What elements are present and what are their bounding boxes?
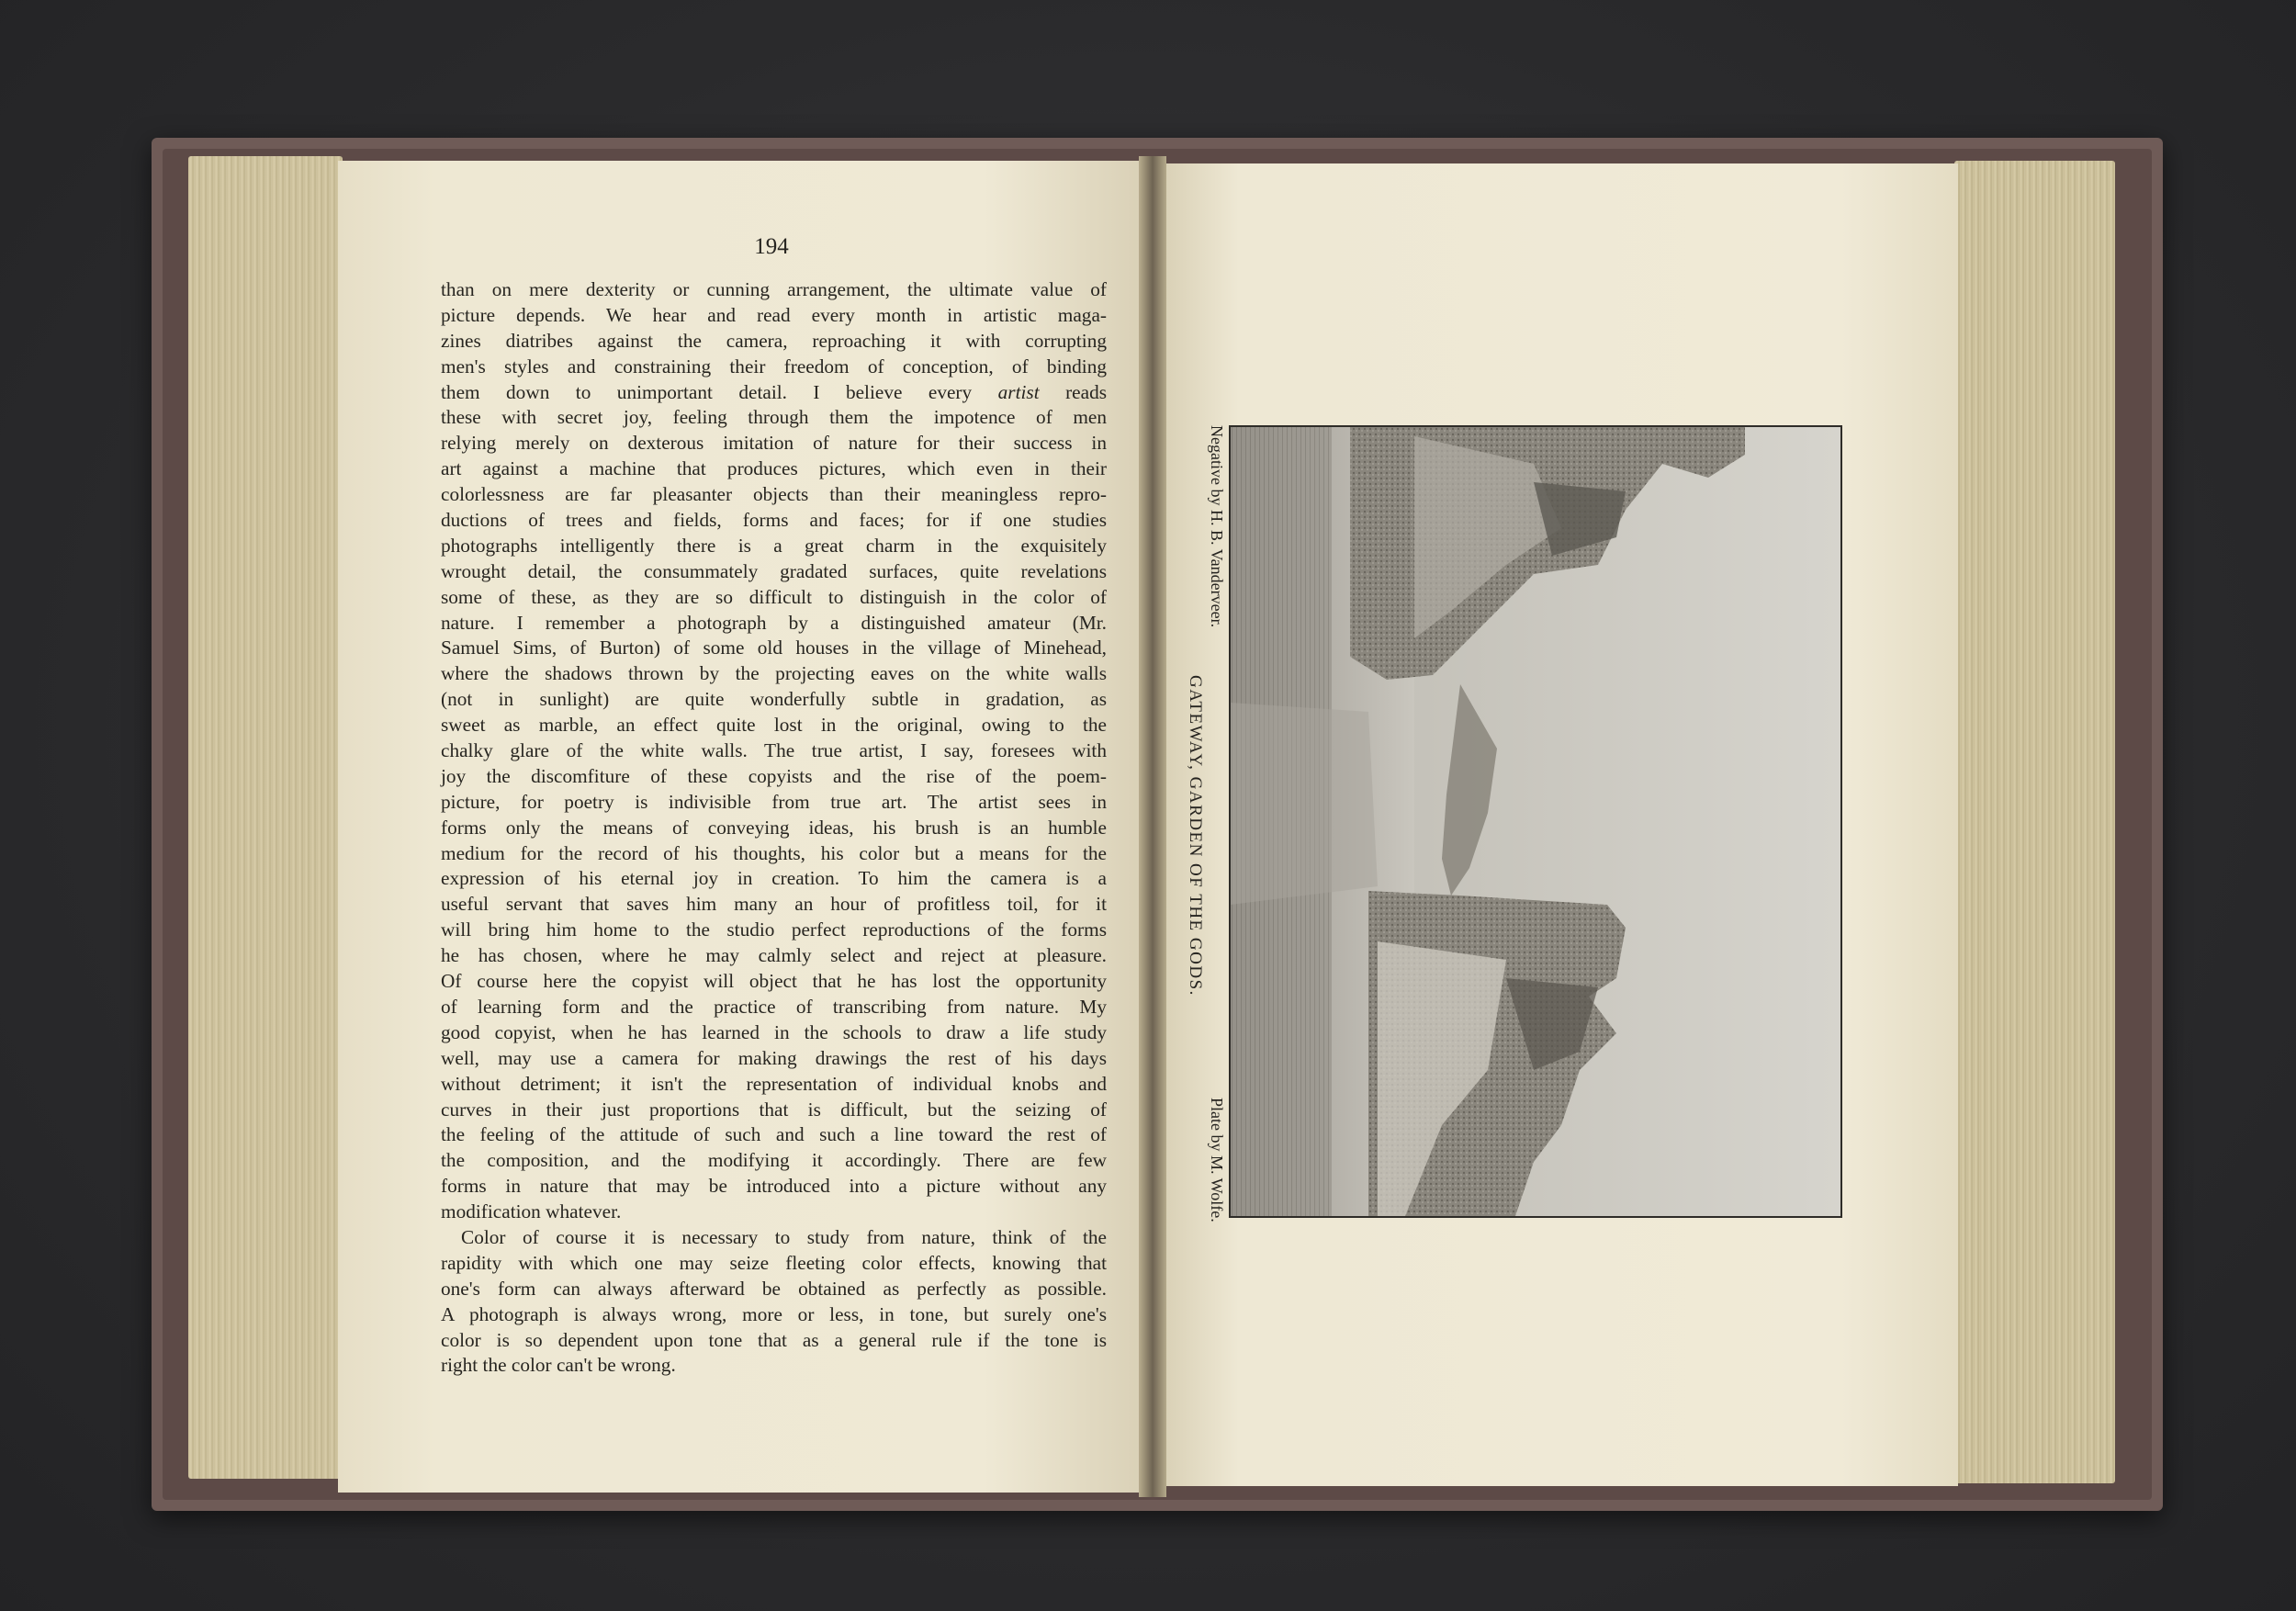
text-line: colorlessness are far pleasanter objects than their meaningless repro- [441, 483, 1107, 506]
text-line: good copyist, when he has learned in the schools to draw a life study [441, 1020, 1107, 1043]
text-line: than on mere dexterity or cunning arrangement, the ultimate value of [441, 278, 1107, 300]
text-line: Samuel Sims, of Burton) of some old houses in the village of Minehead, [441, 637, 1107, 659]
text-line: relying merely on dexterous imitation of nature for their success in [441, 432, 1107, 455]
body-text [441, 277, 1107, 1379]
text-line: well, may use a camera for making drawings the rest of his days [441, 1046, 1107, 1069]
photo-plate [1229, 425, 1842, 1218]
text-line: picture, for poetry is indivisible from true art. The artist sees in [441, 790, 1107, 813]
text-line: without detriment; it isn't the representation of individual knobs and [441, 1072, 1107, 1095]
plate-title: GATEWAY, GARDEN OF THE GODS. [1186, 675, 1205, 997]
text-line: men's styles and constraining their freedom of conception, of binding [441, 355, 1107, 377]
text-line: (not in sunlight) are quite wonderfully subtle in gradation, as [441, 688, 1107, 711]
text-line: wrought detail, the consummately gradated surfaces, quite revelations [441, 559, 1107, 582]
text-line: will bring him home to the studio perfect reproductions of the forms [441, 918, 1107, 941]
plate-credit: Plate by M. Wolfe. [1208, 1098, 1226, 1222]
text-line: the composition, and the modifying it accordingly. There are few [441, 1149, 1107, 1172]
text-line: picture depends. We hear and read every month in artistic maga- [441, 303, 1107, 326]
text-line: ductions of trees and fields, forms and faces; for if one studies [441, 509, 1107, 532]
text-line: A photograph is always wrong, more or less, in tone, but surely one's [441, 1302, 1107, 1325]
text-line: of learning form and the practice of transcribing from nature. My [441, 995, 1107, 1018]
text-line: forms only the means of conveying ideas, his brush is an humble [441, 816, 1107, 839]
text-line: Color of course it is necessary to study from nature, think of the [461, 1225, 1107, 1248]
book-gutter [1139, 156, 1166, 1497]
text-fragment: reads [1065, 380, 1108, 403]
text-line: joy the discomfiture of these copyists and the rise of the poem- [441, 764, 1107, 787]
text-line: the feeling of the attitude of such and such a line toward the rest of [441, 1123, 1107, 1146]
text-line: useful servant that saves him many an hour of profitless toil, for it [441, 893, 1107, 916]
text-line: zines diatribes against the camera, reproaching it with corrupting [441, 329, 1107, 352]
negative-credit: Negative by H. B. Vanderveer. [1208, 425, 1226, 628]
text-line: rapidity with which one may seize fleeting color effects, knowing that [441, 1251, 1107, 1274]
text-line: curves in their just proportions that is difficult, but the seizing of [441, 1098, 1107, 1121]
text-line: photographs intelligently there is a great charm in the exquisitely [441, 534, 1107, 557]
page-edges-right [1954, 161, 2115, 1483]
text-line: one's form can always afterward be obtained as perfectly as possible. [441, 1277, 1107, 1300]
text-line: some of these, as they are so difficult to distinguish in the color of [441, 585, 1107, 608]
text-line: nature. I remember a photograph by a distinguished amateur (Mr. [441, 611, 1107, 634]
text-line: forms in nature that may be introduced into a picture without any [441, 1175, 1107, 1198]
text-line: where the shadows thrown by the projecting eaves on the white walls [441, 662, 1107, 685]
text-line: chalky glare of the white walls. The true artist, I say, foresees with [441, 739, 1107, 762]
text-line: art against a machine that produces pictures, which even in their [441, 457, 1107, 480]
text-line: expression of his eternal joy in creation. To him the camera is a [441, 867, 1107, 890]
text-line: sweet as marble, an effect quite lost in the original, owing to the [441, 714, 1107, 737]
text-line: he has chosen, where he may calmly select and reject at pleasure. [441, 944, 1107, 967]
text-line: Of course here the copyist will object that he has lost the opportunity [441, 970, 1107, 993]
text-line: right the color can't be wrong. [441, 1354, 676, 1377]
text-line: these with secret joy, feeling through them the impotence of men [441, 406, 1107, 429]
text-line: color is so dependent upon tone that as a general rule if the tone is [441, 1328, 1107, 1351]
text-line: modification whatever. [441, 1200, 622, 1223]
text-line: medium for the record of his thoughts, his color but a means for the [441, 841, 1107, 864]
page-edges-left [188, 156, 343, 1479]
text-fragment: them down to unimportant detail. I believe every [441, 380, 973, 403]
italic-word: artist [997, 380, 1040, 403]
landscape-photo [1231, 427, 1840, 1216]
page-number: 194 [754, 234, 789, 259]
text-line-with-italic [441, 380, 1107, 406]
